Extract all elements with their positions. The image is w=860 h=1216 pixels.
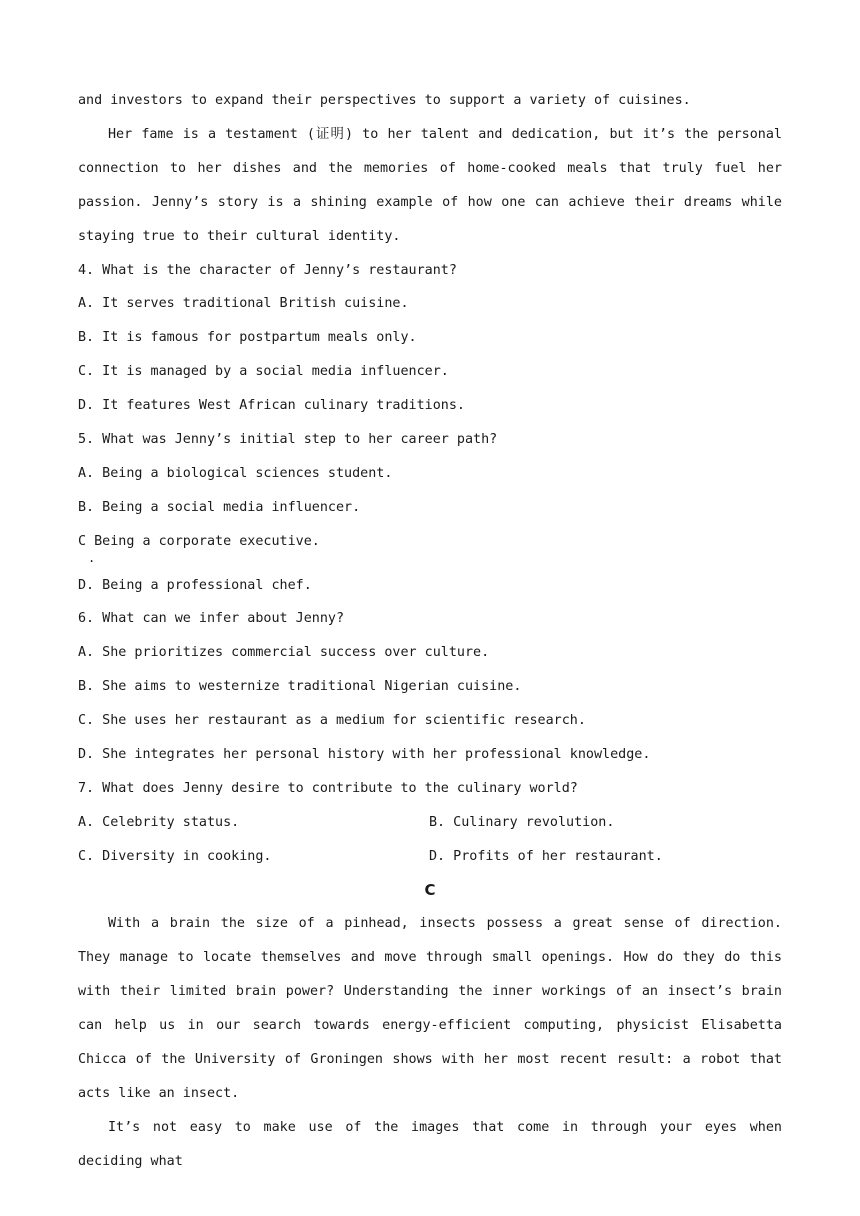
stray-dot [78, 550, 782, 569]
question-5-stem: 5. What was Jenny’s initial step to her career path? [78, 431, 498, 447]
question-6-option-c: C. She uses her restaurant as a medium for scientific research. [78, 713, 586, 729]
document-page [78, 84, 782, 1179]
passage-b-continuation: and investors to expand their perspectives to support a variety of cuisines. [78, 93, 691, 108]
passage-b-paragraph: Her fame is a testament (证明) to her talent and dedication, but it’s the personal connection to her dishes and the memories of home-cooked meals that truly fuel her passion. Jenny’s story is a shining example of how one can achieve their dreams while staying true to their cultural identity. [78, 126, 782, 244]
question-4-option-b: B. It is famous for postpartum meals only. [78, 330, 417, 346]
stray-dot-mark: . [88, 550, 96, 565]
question-4-stem: 4. What is the character of Jenny’s restaurant? [78, 262, 457, 278]
section-c-paragraph-2: It’s not easy to make use of the images that come in through your eyes when deciding what [78, 1119, 782, 1169]
question-5-option-d: D. Being a professional chef. [78, 577, 312, 593]
question-5-option-b: B. Being a social media influencer. [78, 499, 361, 515]
question-6-stem: 6. What can we infer about Jenny? [78, 611, 345, 627]
question-7-option-d: D. Profits of her restaurant. [429, 848, 663, 864]
question-4-option-d: D. It features West African culinary traditions. [78, 398, 465, 414]
question-5-option-c: C Being a corporate executive. [78, 533, 320, 549]
question-4-option-c: C. It is managed by a social media influencer. [78, 364, 449, 380]
section-c-paragraph-1: With a brain the size of a pinhead, insects possess a great sense of direction. They manage to locate themselves and move through small openings. How do they do this with their limited brain power? Understanding the inner workings of an insect’s brain can help us in our search towards energy-efficient computing, physicist Elisabetta Chicca of the University of Groningen shows with her most recent result: a robot that acts like an insect. [78, 916, 782, 1101]
question-6-option-a: A. She prioritizes commercial success over culture. [78, 645, 490, 661]
question-7-option-c: C. Diversity in cooking. [78, 848, 272, 864]
section-heading: C [424, 880, 436, 899]
question-5-option-a: A. Being a biological sciences student. [78, 465, 393, 481]
question-4-option-a: A. It serves traditional British cuisine. [78, 296, 409, 312]
question-6-option-b: B. She aims to westernize traditional Nigerian cuisine. [78, 679, 522, 695]
question-7-option-a: A. Celebrity status. [78, 814, 240, 830]
question-7-option-b: B. Culinary revolution. [429, 814, 615, 830]
question-7-options-row-2 [78, 840, 782, 874]
question-7-stem: 7. What does Jenny desire to contribute to the culinary world? [78, 780, 578, 796]
question-6-option-d: D. She integrates her personal history with her professional knowledge. [78, 747, 651, 762]
question-7-options-row-1 [78, 806, 782, 840]
